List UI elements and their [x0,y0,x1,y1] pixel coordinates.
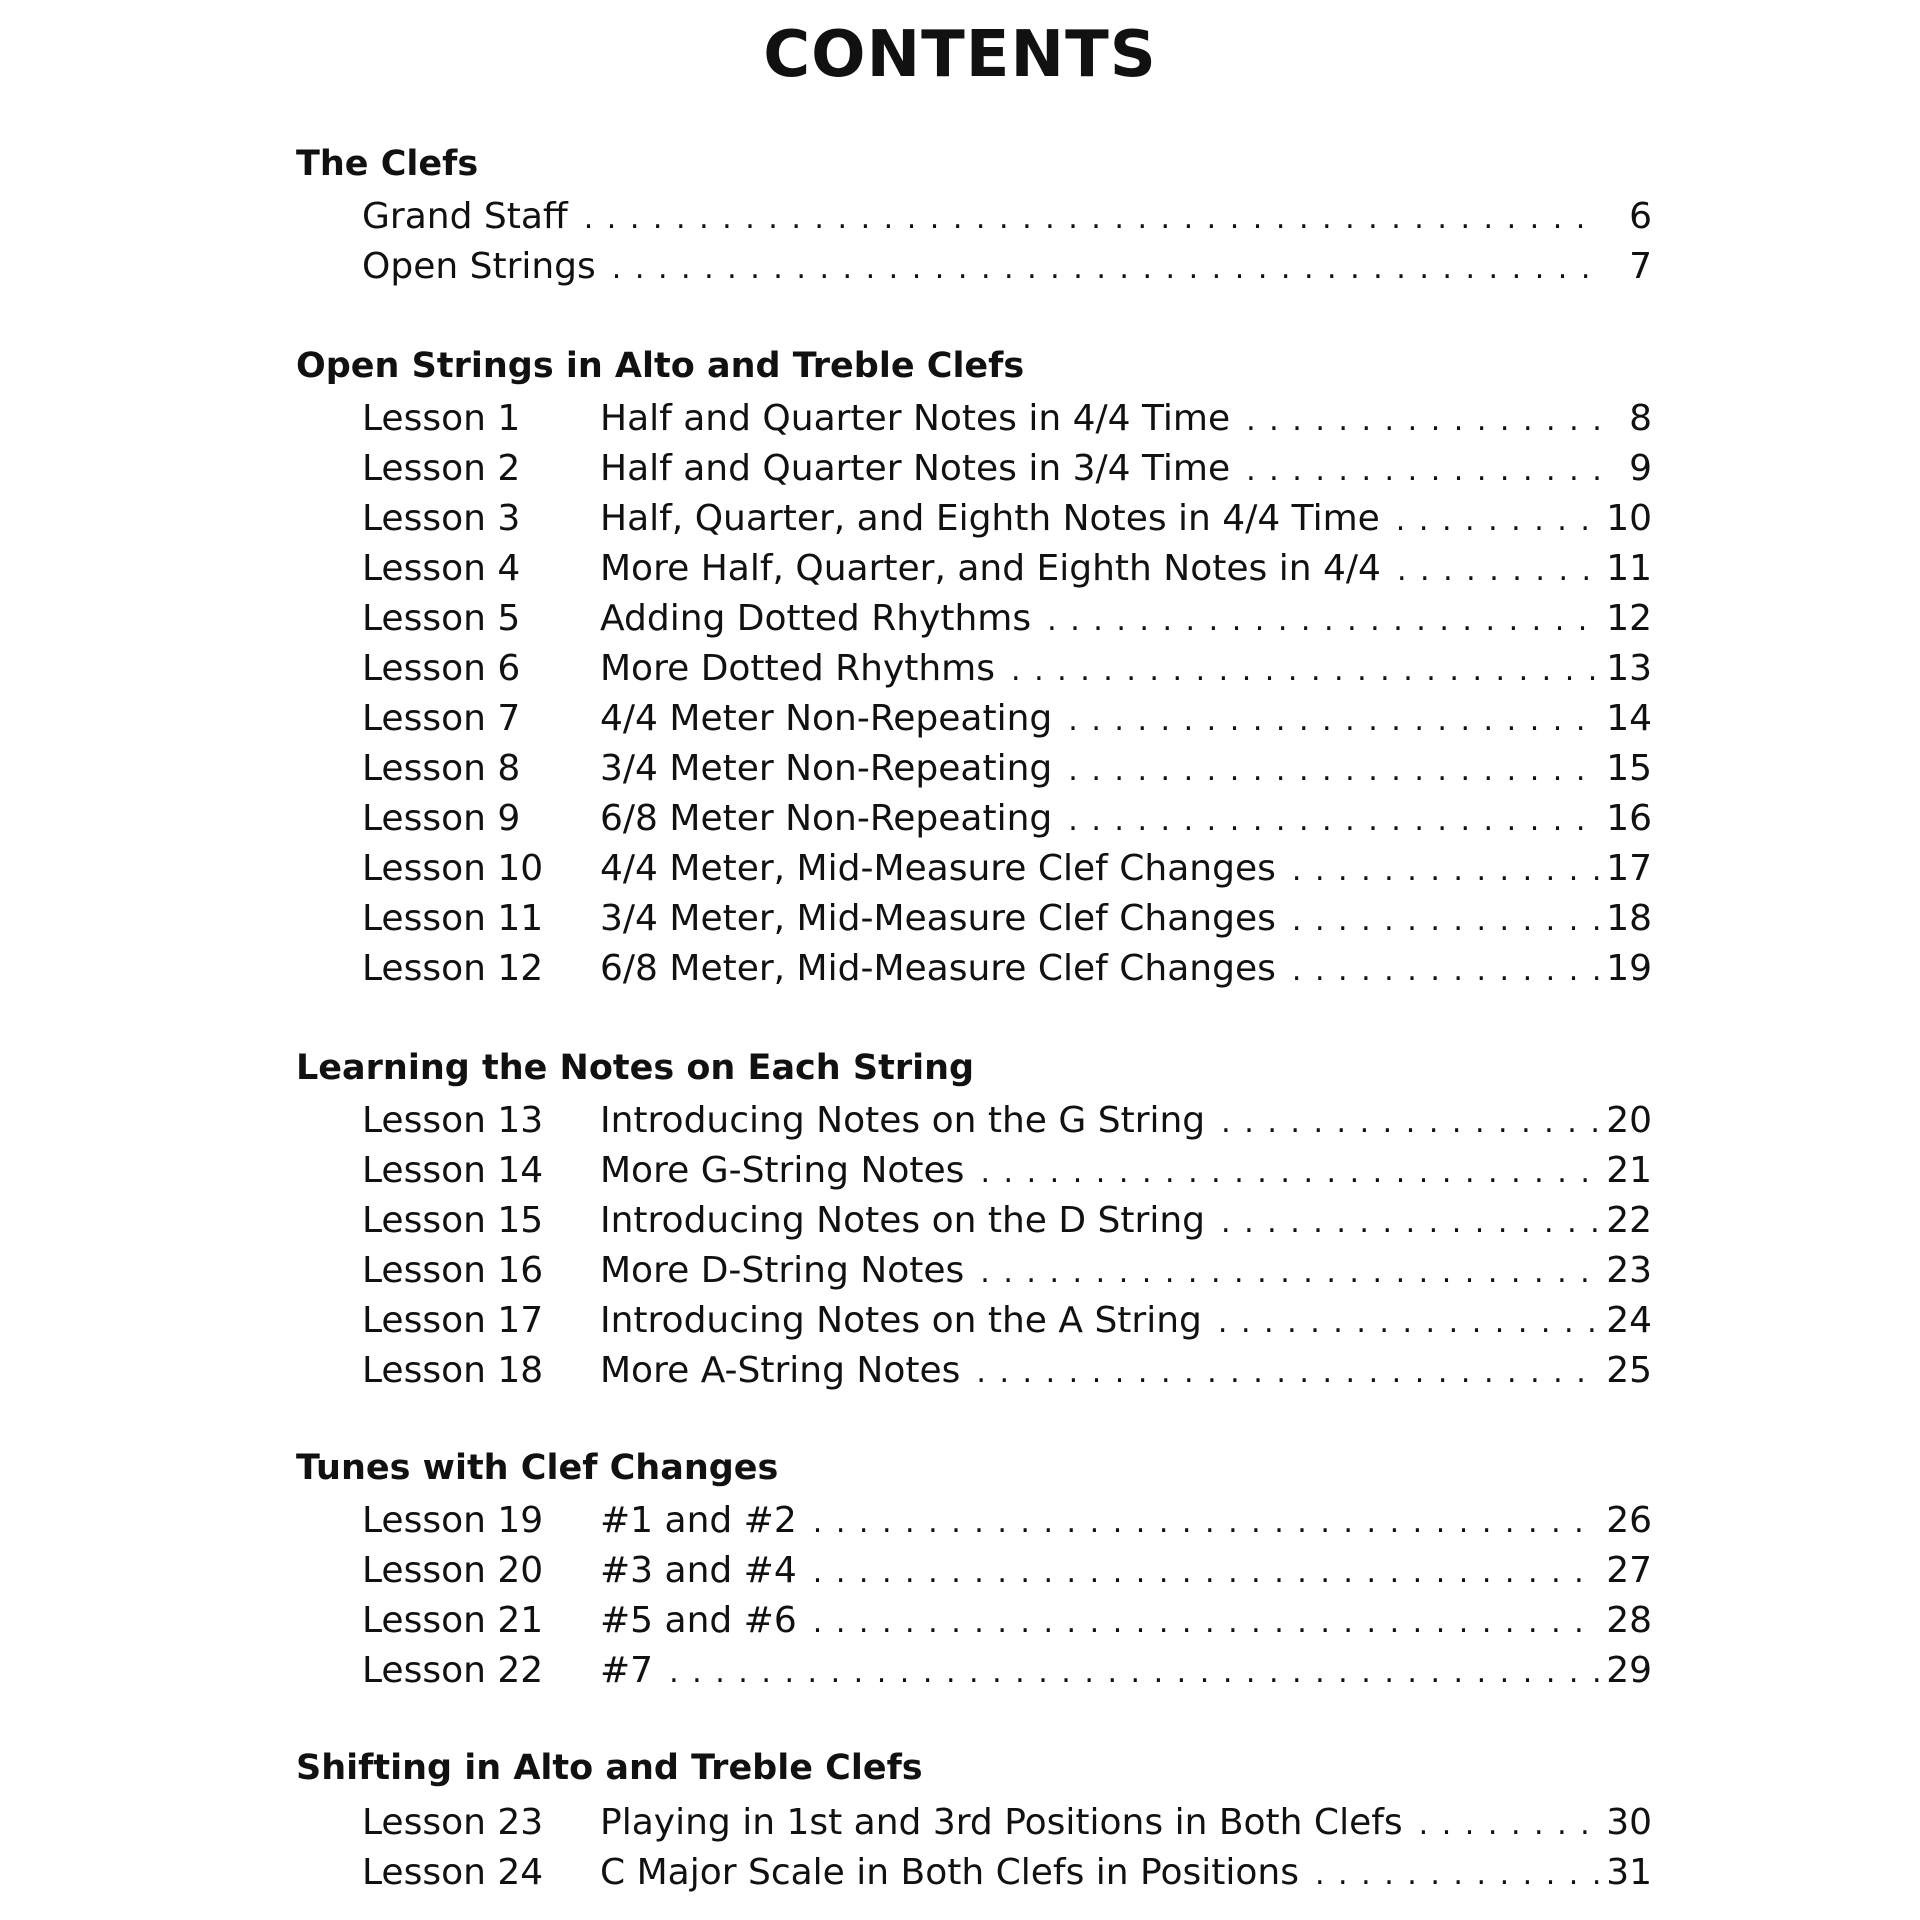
entry-lesson: Lesson 1 [362,398,521,439]
entry-lesson: Lesson 20 [362,1550,544,1591]
entry-page-number: 18 [1606,898,1652,939]
entry-page-number: 12 [1606,598,1652,639]
toc-entry [362,494,1652,544]
toc-entry [362,1798,1652,1848]
entry-title: 3/4 Meter Non-Repeating [600,748,1053,789]
entry-lesson: Lesson 2 [362,448,521,489]
dot-leader [584,194,1602,244]
section-heading: Tunes with Clef Changes [296,1448,779,1488]
entry-title: Introducing Notes on the A String [600,1300,1202,1341]
entry-title: More Dotted Rhythms [600,648,995,689]
dot-leader [1292,846,1600,896]
entry-title: More D-String Notes [600,1250,965,1291]
entry-title: #5 and #6 [600,1600,797,1641]
entry-title: 4/4 Meter Non-Repeating [600,698,1053,739]
section-heading: Shifting in Alto and Treble Clefs [296,1748,923,1788]
entry-title: 6/8 Meter, Mid-Measure Clef Changes [600,948,1276,989]
toc-entry [362,192,1652,242]
toc-entry [362,744,1652,794]
dot-leader [1218,1298,1600,1348]
dot-leader [1068,746,1600,796]
dot-leader [1068,796,1600,846]
entry-lesson: Lesson 6 [362,648,521,689]
toc-entry [362,894,1652,944]
entry-title: C Major Scale in Both Clefs in Positions [600,1852,1299,1893]
toc-entry [362,1096,1652,1146]
entry-lesson: Lesson 13 [362,1100,544,1141]
dot-leader [669,1648,1600,1698]
entry-title: More G-String Notes [600,1150,965,1191]
entry-page-number: 8 [1629,398,1652,439]
dot-leader [1246,396,1602,446]
toc-entry [362,544,1652,594]
toc-entry [362,444,1652,494]
entry-page-number: 27 [1606,1550,1652,1591]
entry-page-number: 20 [1606,1100,1652,1141]
toc-entry [362,694,1652,744]
dot-leader [1246,446,1602,496]
entry-page-number: 28 [1606,1600,1652,1641]
entry-title: Half and Quarter Notes in 3/4 Time [600,448,1231,489]
entry-lesson: Lesson 14 [362,1150,544,1191]
entry-page-number: 13 [1606,648,1652,689]
entry-title: Introducing Notes on the G String [600,1100,1206,1141]
entry-title: Grand Staff [362,196,568,237]
toc-entry [362,1246,1652,1296]
entry-title: Half, Quarter, and Eighth Notes in 4/4 Time [600,498,1380,539]
entry-title: Open Strings [362,246,596,287]
toc-entry [362,1196,1652,1246]
entry-title: More Half, Quarter, and Eighth Notes in 4/4 [600,548,1381,589]
toc-entry [362,644,1652,694]
toc-entry [362,242,1652,292]
entry-title: #1 and #2 [600,1500,797,1541]
entry-page-number: 7 [1629,246,1652,287]
entry-page-number: 24 [1606,1300,1652,1341]
entry-lesson: Lesson 3 [362,498,521,539]
toc-entry [362,394,1652,444]
page-title: CONTENTS [763,18,1157,92]
entry-page-number: 25 [1606,1350,1652,1391]
entry-title: #3 and #4 [600,1550,797,1591]
dot-leader [1396,496,1600,546]
dot-leader [1221,1198,1600,1248]
entry-page-number: 17 [1606,848,1652,889]
entry-lesson: Lesson 4 [362,548,521,589]
entry-lesson: Lesson 7 [362,698,521,739]
entry-lesson: Lesson 23 [362,1802,544,1843]
entry-lesson: Lesson 5 [362,598,521,639]
entry-page-number: 6 [1629,196,1652,237]
toc-entry [362,844,1652,894]
entry-page-number: 11 [1606,548,1652,589]
dot-leader [612,244,1602,294]
dot-leader [813,1548,1600,1598]
dot-leader [813,1498,1600,1548]
dot-leader [1315,1850,1600,1900]
toc-entry [362,1646,1652,1696]
entry-page-number: 22 [1606,1200,1652,1241]
section-heading: Learning the Notes on Each String [296,1048,975,1088]
entry-title: #7 [600,1650,654,1691]
entry-title: Half and Quarter Notes in 4/4 Time [600,398,1231,439]
entry-page-number: 19 [1606,948,1652,989]
toc-entry [362,1496,1652,1546]
dot-leader [1011,646,1600,696]
entry-lesson: Lesson 18 [362,1350,544,1391]
toc-entry [362,794,1652,844]
entry-lesson: Lesson 22 [362,1650,544,1691]
dot-leader [976,1348,1600,1398]
dot-leader [1047,596,1600,646]
entry-lesson: Lesson 21 [362,1600,544,1641]
toc-entry [362,1296,1652,1346]
toc-entry [362,944,1652,994]
entry-page-number: 15 [1606,748,1652,789]
entry-page-number: 31 [1606,1852,1652,1893]
entry-title: Adding Dotted Rhythms [600,598,1032,639]
entry-title: Playing in 1st and 3rd Positions in Both Clefs [600,1802,1403,1843]
dot-leader [1397,546,1600,596]
entry-lesson: Lesson 19 [362,1500,544,1541]
entry-title: Introducing Notes on the D String [600,1200,1205,1241]
entry-page-number: 14 [1606,698,1652,739]
entry-page-number: 29 [1606,1650,1652,1691]
entry-page-number: 16 [1606,798,1652,839]
entry-page-number: 21 [1606,1150,1652,1191]
entry-lesson: Lesson 11 [362,898,544,939]
entry-lesson: Lesson 10 [362,848,544,889]
entry-lesson: Lesson 15 [362,1200,544,1241]
entry-lesson: Lesson 9 [362,798,521,839]
entry-title: More A-String Notes [600,1350,961,1391]
entry-page-number: 10 [1606,498,1652,539]
entry-lesson: Lesson 16 [362,1250,544,1291]
dot-leader [813,1598,1600,1648]
toc-entry [362,1848,1652,1898]
dot-leader [1068,696,1600,746]
entry-title: 6/8 Meter Non-Repeating [600,798,1053,839]
entry-page-number: 26 [1606,1500,1652,1541]
entry-lesson: Lesson 12 [362,948,544,989]
dot-leader [1419,1800,1601,1850]
entry-page-number: 30 [1606,1802,1652,1843]
dot-leader [1292,896,1600,946]
dot-leader [1292,946,1600,996]
toc-entry [362,1546,1652,1596]
toc-entry [362,1346,1652,1396]
toc-entry [362,594,1652,644]
entry-lesson: Lesson 24 [362,1852,544,1893]
entry-lesson: Lesson 8 [362,748,521,789]
section-heading: The Clefs [296,144,479,184]
entry-page-number: 23 [1606,1250,1652,1291]
toc-entry [362,1596,1652,1646]
dot-leader [980,1148,1600,1198]
entry-page-number: 9 [1629,448,1652,489]
dot-leader [980,1248,1600,1298]
dot-leader [1221,1098,1600,1148]
toc-entry [362,1146,1652,1196]
entry-title: 3/4 Meter, Mid-Measure Clef Changes [600,898,1276,939]
section-heading: Open Strings in Alto and Treble Clefs [296,346,1025,386]
entry-title: 4/4 Meter, Mid-Measure Clef Changes [600,848,1276,889]
entry-lesson: Lesson 17 [362,1300,544,1341]
